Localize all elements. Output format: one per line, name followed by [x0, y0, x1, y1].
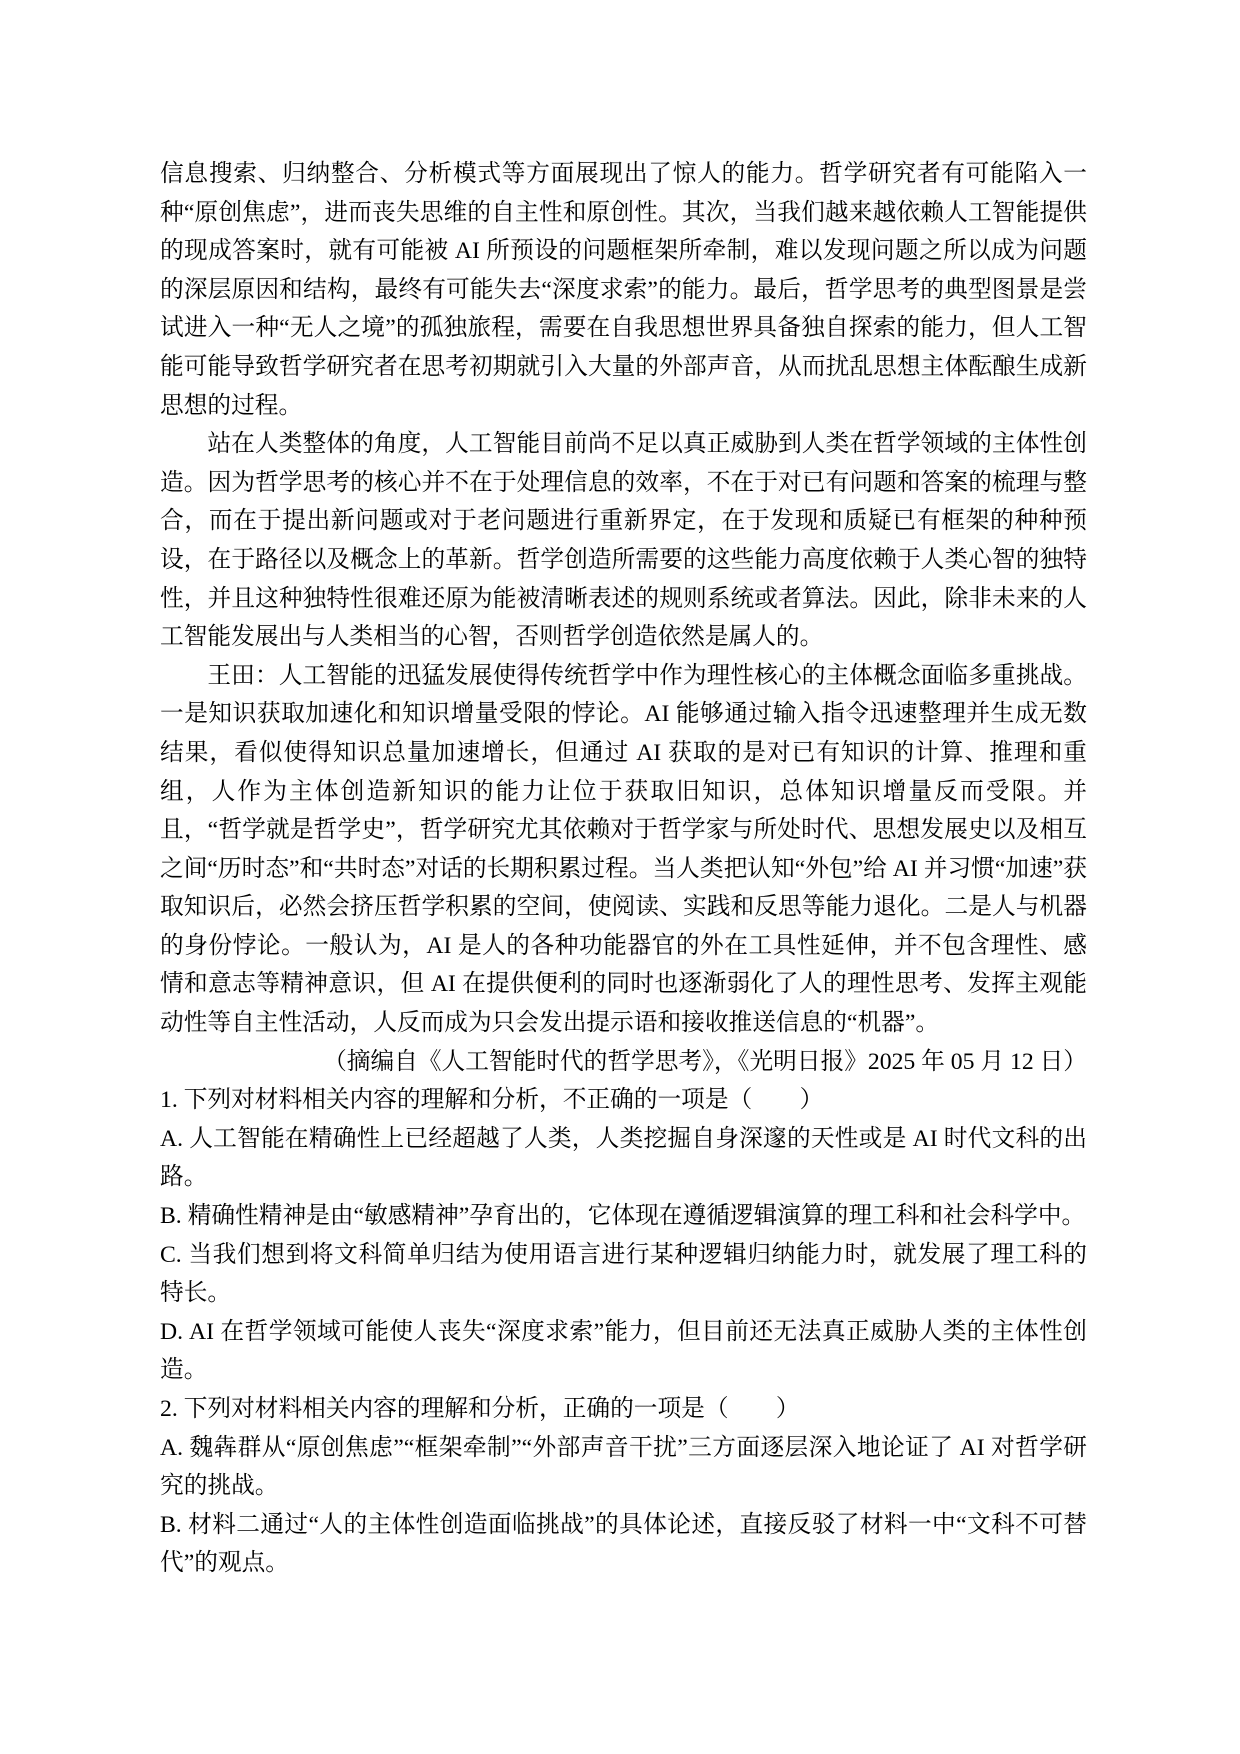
passage-paragraph-wangtian: 王田：人工智能的迅猛发展使得传统哲学中作为理性核心的主体概念面临多重挑战。一是知识获取加速化和知识增量受限的悖论。AI 能够通过输入指令迅速整理并生成无数结果，看似使得知识总量加速增长，但通过 AI 获取的是对已有知识的计算、推理和重组，人作为主体创造新知识的能力让位于获取旧知识，总体知识增量反而受限。并且，“哲学就是哲学史”，哲学研究尤其依赖对于哲学家与所处时代、思想发展史以及相互之间“历时态”和“共时态”对话的长期积累过程。当人类把认知“外包”给 AI 并习惯“加速”获取知识后，必然会挤压哲学积累的空间，使阅读、实践和反思等能力退化。二是人与机器的身份悖论。一般认为，AI 是人的各种功能器官的外在工具性延伸，并不包含理性、感情和意志等精神意识，但 AI 在提供便利的同时也逐渐弱化了人的理性思考、发挥主观能动性等自主性活动，人反而成为只会发出提示语和接收推送信息的“机器”。 — [160, 662, 1087, 1037]
question-1 — [160, 1081, 1087, 1390]
option-label: C. — [160, 1241, 182, 1268]
passage-paragraph-continuation: 信息搜索、归纳整合、分析模式等方面展现出了惊人的能力。哲学研究者有可能陷入一种“原创焦虑”，进而丧失思维的自主性和原创性。其次，当我们越来越依赖人工智能提供的现成答案时，就有可能被 AI 所预设的问题框架所牵制，难以发现问题之所以成为问题的深层原因和结构，最终有可能失去“深度求索”的能力。最后，哲学思考的典型图景是尝试进入一种“无人之境”的孤独旅程，需要在自我思想世界具备独自探索的能力，但人工智能可能导致哲学研究者在思考初期就引入大量的外部声音，从而扰乱思想主体酝酿生成新思想的过程。 — [160, 161, 1087, 419]
question-1-option-d — [160, 1313, 1087, 1390]
option-text: 人工智能在精确性上已经超越了人类，人类挖掘自身深邃的天性或是 AI 时代文科的出路。 — [160, 1125, 1087, 1191]
option-text: 当我们想到将文科简单归结为使用语言进行某种逻辑归纳能力时，就发展了理工科的特长。 — [160, 1241, 1087, 1307]
option-text: AI 在哲学领域可能使人丧失“深度求索”能力，但目前还无法真正威胁人类的主体性创造。 — [160, 1318, 1087, 1384]
option-text: 魏犇群从“原创焦虑”“框架牵制”“外部声音干扰”三方面逐层深入地论证了 AI 对哲学研究的挑战。 — [160, 1434, 1087, 1500]
question-2-option-a — [160, 1429, 1087, 1506]
option-label: B. — [160, 1511, 182, 1538]
reading-passage — [160, 155, 1087, 1081]
option-label: A. — [160, 1125, 184, 1152]
question-1-option-c — [160, 1236, 1087, 1313]
option-text: 精确性精神是由“敏感精神”孕育出的，它体现在遵循逻辑演算的理工科和社会科学中。 — [187, 1203, 1086, 1230]
source-citation: （摘编自《人工智能时代的哲学思考》，《光明日报》2025 年 05 月 12 日） — [323, 1048, 1087, 1075]
passage-paragraph-human-subjectivity: 站在人类整体的角度，人工智能目前尚不足以真正威胁到人类在哲学领域的主体性创造。因为哲学思考的核心并不在于处理信息的效率，不在于对已有问题和答案的梳理与整合，而在于提出新问题或对于老问题进行重新界定，在于发现和质疑已有框架的种种预设，在于路径以及概念上的革新。哲学创造所需要的这些能力高度依赖于人类心智的独特性，并且这种独特性很难还原为能被清晰表述的规则系统或者算法。因此，除非未来的人工智能发展出与人类相当的心智，否则哲学创造依然是属人的。 — [160, 431, 1087, 651]
option-label: D. — [160, 1318, 184, 1345]
question-1-option-a — [160, 1120, 1087, 1197]
question-2-stem: 2. 下列对材料相关内容的理解和分析，正确的一项是（ ） — [160, 1396, 800, 1422]
question-1-stem: 1. 下列对材料相关内容的理解和分析，不正确的一项是（ ） — [160, 1087, 824, 1114]
option-label: A. — [160, 1434, 184, 1461]
question-1-option-b — [160, 1197, 1087, 1236]
option-text: 材料二通过“人的主体性创造面临挑战”的具体论述，直接反驳了材料一中“文科不可替代”的观点。 — [160, 1511, 1087, 1577]
question-2 — [160, 1390, 1087, 1583]
question-2-option-b — [160, 1506, 1087, 1583]
option-label: B. — [160, 1203, 182, 1230]
